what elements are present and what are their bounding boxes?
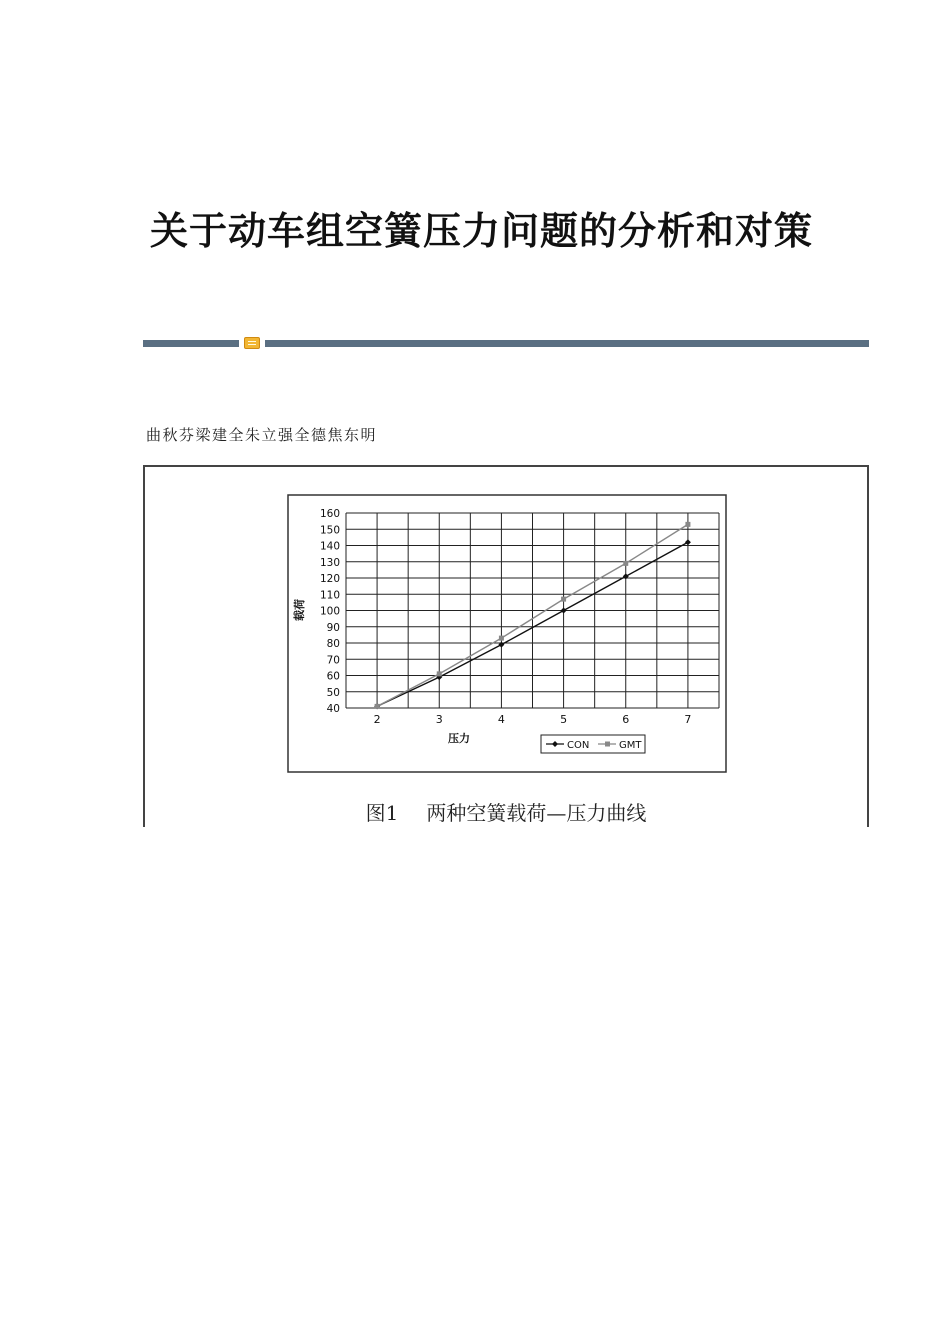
data-point-gmt bbox=[561, 597, 566, 602]
legend-label-gmt: GMT bbox=[619, 740, 642, 751]
y-tick-label: 80 bbox=[326, 638, 340, 650]
data-point-gmt bbox=[437, 671, 442, 676]
load-pressure-chart bbox=[145, 467, 867, 792]
x-tick-label: 6 bbox=[622, 713, 630, 726]
data-point-gmt bbox=[623, 561, 628, 566]
document-title: 关于动车组空簧压力问题的分析和对策 bbox=[150, 208, 814, 253]
legend-marker-gmt bbox=[605, 742, 610, 747]
y-tick-label: 150 bbox=[319, 524, 340, 537]
data-point-gmt bbox=[685, 522, 690, 527]
y-tick-label: 140 bbox=[319, 540, 340, 553]
data-point-gmt bbox=[499, 636, 504, 641]
title-divider-left bbox=[143, 340, 239, 347]
caption-number: 图1 bbox=[365, 801, 399, 825]
y-axis-label: 载荷 bbox=[293, 599, 306, 621]
data-point-gmt bbox=[375, 704, 380, 709]
legend-label-con: CON bbox=[567, 740, 590, 751]
figure-caption bbox=[145, 797, 867, 826]
y-tick-label: 160 bbox=[319, 508, 340, 520]
x-tick-label: 3 bbox=[435, 713, 443, 726]
x-tick-label: 7 bbox=[684, 713, 692, 726]
figure-frame bbox=[143, 465, 869, 827]
y-tick-label: 110 bbox=[319, 589, 340, 602]
chart-legend bbox=[541, 735, 645, 753]
x-tick-label: 5 bbox=[560, 713, 568, 726]
title-divider-right bbox=[265, 340, 869, 347]
y-tick-label: 130 bbox=[319, 556, 340, 569]
y-tick-label: 70 bbox=[326, 654, 340, 667]
y-tick-label: 40 bbox=[326, 703, 340, 715]
x-tick-label: 2 bbox=[373, 713, 381, 726]
document-icon bbox=[244, 337, 260, 349]
caption-text: 两种空簧载荷—压力曲线 bbox=[426, 801, 647, 825]
chart-border bbox=[288, 495, 726, 772]
author-list: 曲秋芬梁建全朱立强全德焦东明 bbox=[146, 426, 378, 444]
y-tick-label: 120 bbox=[319, 573, 340, 585]
y-tick-label: 50 bbox=[326, 686, 340, 699]
y-tick-label: 90 bbox=[326, 621, 340, 634]
x-axis-label: 压力 bbox=[448, 732, 470, 745]
x-tick-label: 4 bbox=[497, 713, 505, 726]
y-tick-label: 60 bbox=[326, 670, 340, 683]
y-tick-label: 100 bbox=[319, 605, 340, 618]
